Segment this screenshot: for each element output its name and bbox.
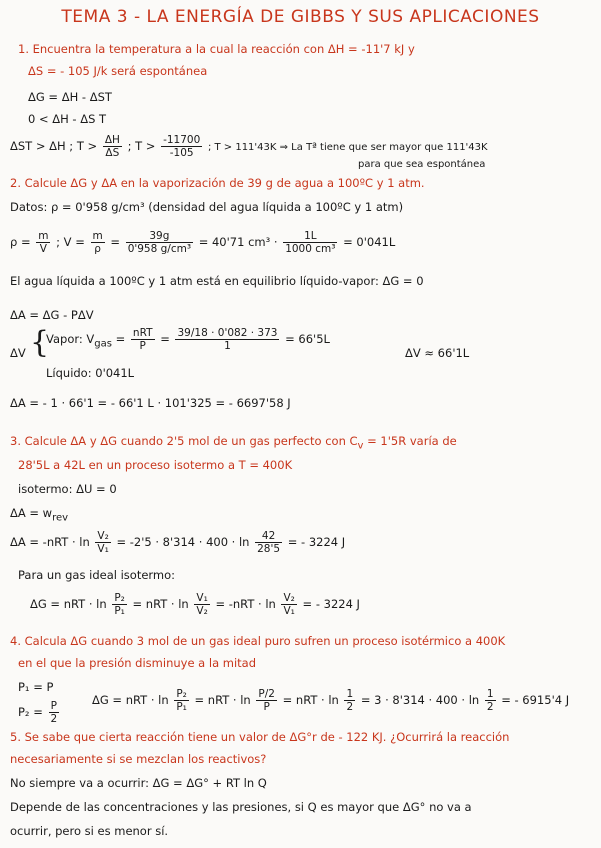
problem-2-dv-label: ΔV <box>10 346 26 360</box>
problem-1-statement-2: ΔS = - 105 J/k será espontánea <box>28 64 208 78</box>
problem-4-statement-2: en el que la presión disminuye a la mitad <box>18 656 257 670</box>
problem-4-dg-calc: ΔG = nRT · ln $\frac{\text{P₂}}{\text{P₁}}$ = nRT · ln $\frac{P/2}{P}$ = nRT · ln $\frac{1}{2}$ = 3 · 8'314 · 400 · ln $\frac{1}{2}$ = - 6915'4 J <box>92 688 570 713</box>
problem-2-volume-calc: ρ = $\frac{m}{V}$ ; V = $\frac{m}{\rho}$ = $\frac{39g}{\text{0'958 g/cm³}}$ = 40'71 cm³ · $\frac{1L}{\text{1000 cm³}}$ = 0'041L <box>10 230 396 255</box>
problem-3-isotermo: isotermo: ΔU = 0 <box>18 482 117 496</box>
problem-1-line-1: ΔG = ΔH - ΔST <box>28 90 112 104</box>
problem-5-answer-3: ocurrir, pero si es menor sí. <box>10 824 169 838</box>
problem-2-vapor-line: Vapor: $V_{gas}$ = $\frac{\text{nRT}}{P}$ = $\frac{39/18 \cdot 0'082 \cdot 373}{1}$ = 66'5L <box>46 327 330 352</box>
problem-1-line-2: 0 < ΔH - ΔS T <box>28 112 107 126</box>
problem-3-gas-ideal: Para un gas ideal isotermo: <box>18 568 176 582</box>
problem-2-equilibrium: El agua líquida a 100ºC y 1 atm está en equilibrio líquido-vapor: ΔG = 0 <box>10 274 424 288</box>
problem-4-p2: P₂ = $\frac{P}{2}$ <box>18 700 58 725</box>
problem-2-liquid-line: Líquido: 0'041L <box>46 366 135 380</box>
problem-1-line-3: ΔST > ΔH ; T > $\frac{\Delta H}{\Delta S}$ ; T > $\frac{-11700}{-105}$ ; T > 111'43K ⇒ La Tª tiene que ser mayor que 111'43K <box>10 134 488 159</box>
fraction-dh-ds: $\frac{\Delta H}{\Delta S}$ <box>104 134 120 159</box>
brace: { <box>30 325 50 360</box>
problem-1-line-4: para que sea espontánea <box>358 159 486 170</box>
problem-3-wrev: $\Delta A = w_{rev}$ <box>10 506 69 524</box>
problem-2-dv-result: ΔV ≈ 66'1L <box>405 346 470 360</box>
problem-2-da-result: ΔA = - 1 · 66'1 = - 66'1 L · 101'325 = - 6697'58 J <box>10 396 291 410</box>
problem-1-statement: 1. Encuentra la temperatura a la cual la reacción con ΔH = -11'7 kJ y <box>18 42 415 56</box>
problem-4-statement: 4. Calcula ΔG cuando 3 mol de un gas ideal puro sufren un proceso isotérmico a 400K <box>10 634 506 648</box>
problem-3-da-calc: ΔA = -nRT · ln $\frac{\text{V₂}}{\text{V₁}}$ = -2'5 · 8'314 · 400 · ln $\frac{42}{28'5}$ = - 3224 J <box>10 530 346 555</box>
page-title: TEMA 3 - LA ENERGÍA DE GIBBS Y SUS APLICACIONES <box>61 7 540 27</box>
problem-5-answer-1: No siempre va a ocurrir: ΔG = ΔG° + RT ln Q <box>10 776 267 790</box>
problem-3-dg-calc: ΔG = nRT · ln $\frac{\text{P₂}}{\text{P₁}}$ = nRT · ln $\frac{\text{V₁}}{\text{V₂}}$ = -nRT · ln $\frac{\text{V₂}}{\text{V₁}}$ = - 3224 J <box>30 592 360 617</box>
fraction-values: $\frac{-11700}{-105}$ <box>163 134 201 159</box>
problem-2-da-formula: ΔA = ΔG - PΔV <box>10 308 94 322</box>
problem-2-data: Datos: ρ = 0'958 g/cm³ (densidad del agua líquida a 100ºC y 1 atm) <box>10 200 404 214</box>
problem-5-answer-2: Depende de las concentraciones y las presiones, si Q es mayor que ΔG° no va a <box>10 800 472 814</box>
problem-3-statement-2: 28'5L a 42L en un proceso isotermo a T = 400K <box>18 458 293 472</box>
problem-5-statement: 5. Se sabe que cierta reacción tiene un valor de ΔG°r de - 122 KJ. ¿Ocurrirá la reacción <box>10 730 510 744</box>
problem-4-p1: P₁ = P <box>18 680 54 694</box>
problem-2-statement: 2. Calcule ΔG y ΔA en la vaporización de 39 g de agua a 100ºC y 1 atm. <box>10 176 425 190</box>
problem-3-statement: 3. Calcule ΔA y ΔG cuando 2'5 mol de un gas perfecto con $C_v = 1'5R$ varía de <box>10 434 457 452</box>
problem-5-statement-2: necesariamente si se mezclan los reactivos? <box>10 752 267 766</box>
